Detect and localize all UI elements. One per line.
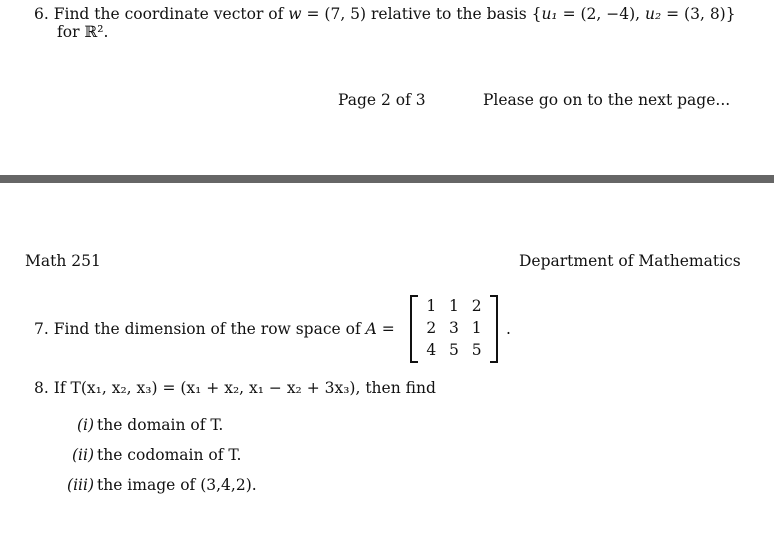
question-text: = (2, −4),	[557, 5, 646, 23]
question-number: 8.	[34, 379, 49, 397]
question-text: = (7, 5) relative to the basis {	[301, 5, 542, 23]
subitem-label	[54, 446, 94, 464]
math-var: u₁	[541, 5, 558, 23]
math-var: A	[365, 320, 377, 338]
page-number: Page 2 of 3	[338, 91, 426, 109]
matrix-row	[412, 339, 496, 361]
subitem-label	[54, 416, 94, 434]
department-name: Department of Mathematics	[519, 252, 741, 270]
matrix-cell: 2	[426, 319, 437, 337]
question-text: = (3, 8)}	[661, 5, 736, 23]
label: (ii)	[71, 446, 94, 464]
matrix-cell: 3	[449, 319, 459, 337]
question-8	[34, 379, 436, 397]
subitem-text: the image of (3,4,2).	[97, 476, 257, 494]
question-6-line2: for ℝ².	[57, 23, 109, 41]
matrix-row	[412, 295, 496, 317]
subitem-text: the domain of T.	[97, 416, 224, 434]
label: (i)	[76, 416, 94, 434]
subitem-text: the codomain of T.	[97, 446, 242, 464]
course-name: Math 251	[25, 252, 101, 270]
question-number: 7.	[34, 320, 49, 338]
matrix-cell: 2	[471, 297, 482, 315]
question-text: Find the dimension of the row space of	[53, 320, 366, 338]
label: (iii)	[67, 476, 94, 494]
matrix-cell: 4	[426, 341, 437, 359]
matrix-row	[412, 317, 496, 339]
matrix-cell: 1	[471, 319, 482, 337]
matrix-cell: 1	[449, 297, 459, 315]
subitem-label	[44, 476, 94, 494]
matrix-cell: 1	[426, 297, 437, 315]
question-6	[34, 5, 736, 23]
period: .	[506, 320, 511, 338]
matrix-a	[410, 295, 498, 363]
question-text: If T(x₁, x₂, x₃) = (x₁ + x₂, x₁ − x₂ + 3x₃), then find	[53, 379, 436, 397]
question-7	[34, 320, 395, 338]
matrix-cell: 5	[471, 341, 482, 359]
equals-sign: =	[376, 320, 395, 338]
question-text: Find the coordinate vector of	[53, 5, 289, 23]
question-number: 6.	[34, 5, 49, 23]
math-var: w	[288, 5, 302, 23]
matrix-cell: 5	[449, 341, 459, 359]
page-divider	[0, 175, 774, 183]
math-var: u₂	[645, 5, 662, 23]
next-page-note: Please go on to the next page...	[483, 91, 731, 109]
